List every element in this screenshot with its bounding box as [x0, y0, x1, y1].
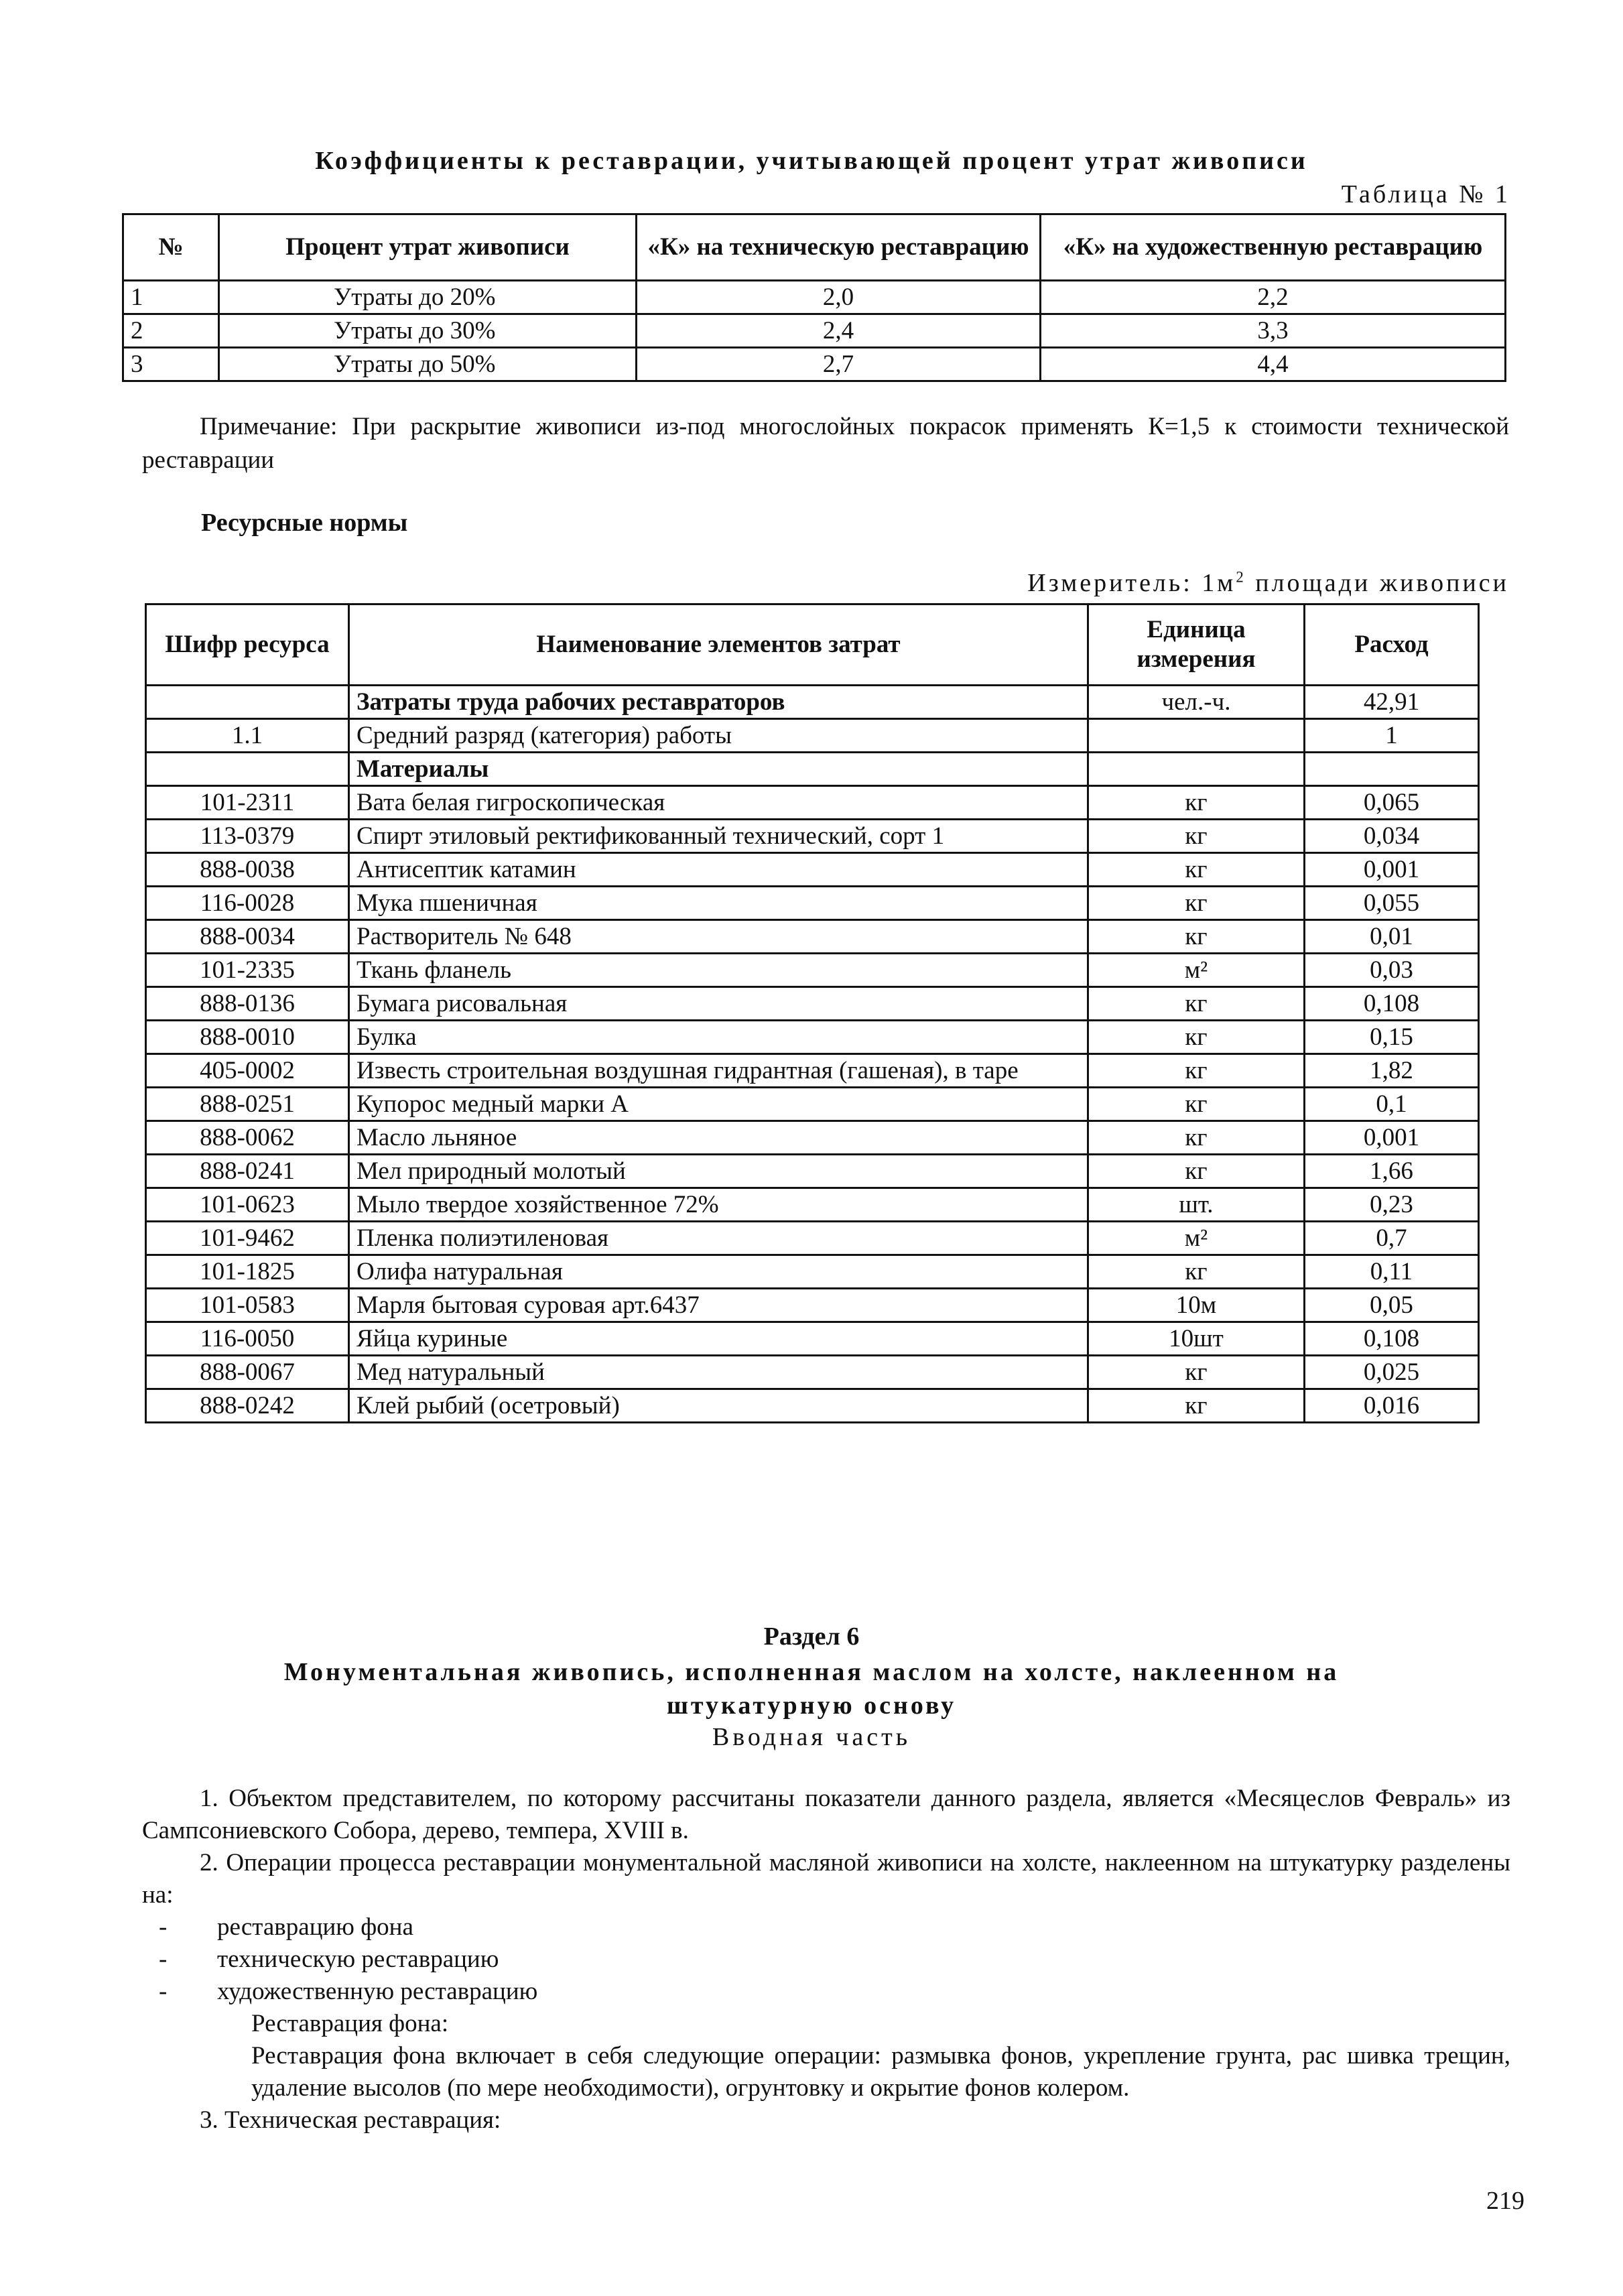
- table-cell: Утраты до 50%: [219, 348, 637, 381]
- table-cell: [146, 753, 349, 786]
- list-item-text: художественную реставрацию: [217, 1978, 538, 2005]
- table-cell: 0,15: [1305, 1021, 1479, 1054]
- table1-title: Коэффициенты к реставрации, учитывающей процент утрат живописи: [315, 147, 1308, 175]
- table-cell: 405-0002: [146, 1054, 349, 1088]
- table-cell: Средний разряд (категория) работы: [349, 719, 1088, 753]
- resource-rows: [146, 686, 1479, 1423]
- table-cell: 0,065: [1305, 786, 1479, 820]
- table-cell: 0,1: [1305, 1088, 1479, 1121]
- table-cell: 2,7: [637, 348, 1041, 381]
- table-row: [146, 1155, 1479, 1188]
- table-row: [146, 1121, 1479, 1155]
- table-cell: Купорос медный марки А: [349, 1088, 1088, 1121]
- column-header: Наименование элементов затрат: [349, 604, 1088, 686]
- table-cell: 10шт: [1088, 1322, 1305, 1356]
- table-cell: кг: [1088, 1155, 1305, 1188]
- intro-paragraph: 2. Операции процесса реставрации монументальной масляной живописи на холсте, наклеенном на штукатурку разделены на:: [142, 1849, 1510, 1909]
- intro-paragraph: Реставрация фона включает в себя следующие операции: размывка фонов, укрепление грунта, рас шивка трещин, удаление высолов (по мере необходимости), огрунтовку и окрытие фонов колером.: [251, 2042, 1510, 2102]
- table-cell: Марля бытовая суровая арт.6437: [349, 1289, 1088, 1322]
- table-header-row: [146, 604, 1479, 686]
- table-cell: 1: [123, 281, 219, 314]
- column-header: Расход: [1305, 604, 1479, 686]
- table-cell: Растворитель № 648: [349, 920, 1088, 954]
- table-cell: 4,4: [1041, 348, 1506, 381]
- table-cell: 0,03: [1305, 954, 1479, 987]
- table-row: [146, 1389, 1479, 1423]
- table-row: [146, 1054, 1479, 1088]
- table-cell: Мед натуральный: [349, 1356, 1088, 1389]
- table-cell: Вата белая гигроскопическая: [349, 786, 1088, 820]
- table-cell: 101-9462: [146, 1222, 349, 1255]
- section-number: Раздел 6: [763, 1622, 860, 1651]
- measure-label: [1027, 568, 1509, 598]
- table-cell: кг: [1088, 1255, 1305, 1289]
- table-cell: м²: [1088, 954, 1305, 987]
- measure-superscript: 2: [1236, 568, 1246, 586]
- table-cell: 888-0034: [146, 920, 349, 954]
- table-cell: кг: [1088, 987, 1305, 1021]
- table-cell: 0,034: [1305, 820, 1479, 853]
- table-cell: 101-2311: [146, 786, 349, 820]
- column-header: «К» на художественную реставрацию: [1041, 214, 1506, 281]
- table-cell: 0,016: [1305, 1389, 1479, 1423]
- table1-label: Таблица № 1: [1341, 180, 1510, 208]
- table-row: [123, 314, 1506, 348]
- table-cell: 2,2: [1041, 281, 1506, 314]
- table-cell: 101-0623: [146, 1188, 349, 1222]
- table-row: [146, 1289, 1479, 1322]
- table-cell: кг: [1088, 1389, 1305, 1423]
- table-cell: 888-0062: [146, 1121, 349, 1155]
- table-row: [146, 920, 1479, 954]
- resources-heading: Ресурсные нормы: [201, 509, 408, 537]
- table-cell: Яйца куриные: [349, 1322, 1088, 1356]
- table-cell: Утраты до 30%: [219, 314, 637, 348]
- note-paragraph: Примечание: При раскрытие живописи из-под многослойных покрасок применять К=1,5 к стоимости технической реставрации: [142, 413, 1509, 474]
- measure-text: Измеритель: 1м: [1027, 569, 1236, 597]
- list-item: - художественную реставрацию: [159, 1978, 538, 2005]
- table-cell: 0,001: [1305, 1121, 1479, 1155]
- table-cell: кг: [1088, 1121, 1305, 1155]
- list-item-text: техническую реставрацию: [217, 1946, 499, 1973]
- table-cell: 1.1: [146, 719, 349, 753]
- table-cell: 3,3: [1041, 314, 1506, 348]
- table-cell: 888-0136: [146, 987, 349, 1021]
- table-cell: Булка: [349, 1021, 1088, 1054]
- table-cell: кг: [1088, 853, 1305, 887]
- table-cell: 888-0038: [146, 853, 349, 887]
- table-cell: 0,025: [1305, 1356, 1479, 1389]
- list-item: - реставрацию фона: [159, 1913, 413, 1941]
- table-row: [146, 954, 1479, 987]
- table-cell: 113-0379: [146, 820, 349, 853]
- table-row: [146, 1088, 1479, 1121]
- table-cell: кг: [1088, 1021, 1305, 1054]
- table-row: [146, 987, 1479, 1021]
- section-title-line: штукатурную основу: [666, 1692, 957, 1720]
- table-row: [146, 1322, 1479, 1356]
- table-cell: Затраты труда рабочих реставраторов: [349, 686, 1088, 719]
- table-row: [146, 820, 1479, 853]
- table-cell: 0,05: [1305, 1289, 1479, 1322]
- table-cell: 3: [123, 348, 219, 381]
- intro-paragraph: 1. Объектом представителем, по которому рассчитаны показатели данного раздела, является «Месяцеслов Февраль» из Сампсониевского Собора, дерево, темпера, XVIII в.: [142, 1785, 1510, 1844]
- intro-subheading: Реставрация фона:: [251, 2010, 449, 2037]
- table-cell: Мел природный молотый: [349, 1155, 1088, 1188]
- table-cell: 101-2335: [146, 954, 349, 987]
- table-cell: 0,01: [1305, 920, 1479, 954]
- table-cell: кг: [1088, 1054, 1305, 1088]
- table-row: [146, 786, 1479, 820]
- table-cell: чел.-ч.: [1088, 686, 1305, 719]
- resource-norms-table: [145, 603, 1480, 1423]
- table-cell: 101-1825: [146, 1255, 349, 1289]
- column-header: №: [123, 214, 219, 281]
- table-cell: 101-0583: [146, 1289, 349, 1322]
- table-cell: 0,108: [1305, 987, 1479, 1021]
- intro-paragraph: 3. Техническая реставрация:: [200, 2106, 501, 2134]
- column-header: Единица измерения: [1088, 604, 1305, 686]
- table-cell: кг: [1088, 786, 1305, 820]
- table-cell: 1,82: [1305, 1054, 1479, 1088]
- table-cell: Пленка полиэтиленовая: [349, 1222, 1088, 1255]
- table-cell: Клей рыбий (осетровый): [349, 1389, 1088, 1423]
- table-cell: 0,001: [1305, 853, 1479, 887]
- table-cell: кг: [1088, 920, 1305, 954]
- measure-tail: площади живописи: [1246, 569, 1509, 597]
- intro-body: [142, 1783, 1510, 2136]
- table-row: [146, 887, 1479, 920]
- table-cell: 888-0067: [146, 1356, 349, 1389]
- coefficients-table: [122, 213, 1506, 382]
- table-cell: 116-0050: [146, 1322, 349, 1356]
- table-header-row: [123, 214, 1506, 281]
- table-cell: 116-0028: [146, 887, 349, 920]
- table-cell: [1088, 719, 1305, 753]
- table-row: [123, 281, 1506, 314]
- table-row: [146, 1188, 1479, 1222]
- column-header: «К» на техническую реставрацию: [637, 214, 1041, 281]
- table-cell: 0,7: [1305, 1222, 1479, 1255]
- table-cell: 888-0010: [146, 1021, 349, 1054]
- table-cell: кг: [1088, 1356, 1305, 1389]
- list-item-text: реставрацию фона: [217, 1913, 413, 1941]
- table-cell: [1088, 753, 1305, 786]
- table-cell: 888-0242: [146, 1389, 349, 1423]
- table-cell: 2,0: [637, 281, 1041, 314]
- list-item: - техническую реставрацию: [159, 1946, 499, 1973]
- table-cell: 888-0251: [146, 1088, 349, 1121]
- table-cell: Антисептик катамин: [349, 853, 1088, 887]
- table-cell: кг: [1088, 887, 1305, 920]
- table-cell: Олифа натуральная: [349, 1255, 1088, 1289]
- table-cell: 2,4: [637, 314, 1041, 348]
- table-cell: 2: [123, 314, 219, 348]
- column-header: Процент утрат живописи: [219, 214, 637, 281]
- table-cell: Спирт этиловый ректификованный технический, сорт 1: [349, 820, 1088, 853]
- table-row: [146, 719, 1479, 753]
- table-cell: 888-0241: [146, 1155, 349, 1188]
- table-row: [146, 753, 1479, 786]
- table-cell: 0,11: [1305, 1255, 1479, 1289]
- section-title-line: Монументальная живопись, исполненная маслом на холсте, наклеенном на: [283, 1658, 1340, 1686]
- table-row: [146, 853, 1479, 887]
- page-number: 219: [1486, 2187, 1524, 2215]
- table-row: [146, 1222, 1479, 1255]
- table-row: [146, 1356, 1479, 1389]
- table-row: [146, 686, 1479, 719]
- table-cell: 0,108: [1305, 1322, 1479, 1356]
- table-cell: м²: [1088, 1222, 1305, 1255]
- table-cell: 1: [1305, 719, 1479, 753]
- table-cell: Мыло твердое хозяйственное 72%: [349, 1188, 1088, 1222]
- section-subtitle: Вводная часть: [712, 1723, 911, 1751]
- table-cell: Масло льняное: [349, 1121, 1088, 1155]
- table-cell: кг: [1088, 820, 1305, 853]
- section-title: [0, 1655, 1623, 1722]
- table-cell: Бумага рисовальная: [349, 987, 1088, 1021]
- table-cell: 0,055: [1305, 887, 1479, 920]
- table-cell: кг: [1088, 1088, 1305, 1121]
- table-cell: 1,66: [1305, 1155, 1479, 1188]
- table-row: [146, 1255, 1479, 1289]
- table-cell: [146, 686, 349, 719]
- table-cell: 10м: [1088, 1289, 1305, 1322]
- table-cell: Материалы: [349, 753, 1088, 786]
- table-cell: 42,91: [1305, 686, 1479, 719]
- table-cell: Ткань фланель: [349, 954, 1088, 987]
- table-cell: Мука пшеничная: [349, 887, 1088, 920]
- table-cell: 0,23: [1305, 1188, 1479, 1222]
- table-cell: шт.: [1088, 1188, 1305, 1222]
- table-cell: [1305, 753, 1479, 786]
- table-cell: Утраты до 20%: [219, 281, 637, 314]
- column-header: Шифр ресурса: [146, 604, 349, 686]
- table-row: [123, 348, 1506, 381]
- table-row: [146, 1021, 1479, 1054]
- table-cell: Известь строительная воздушная гидрантная (гашеная), в таре: [349, 1054, 1088, 1088]
